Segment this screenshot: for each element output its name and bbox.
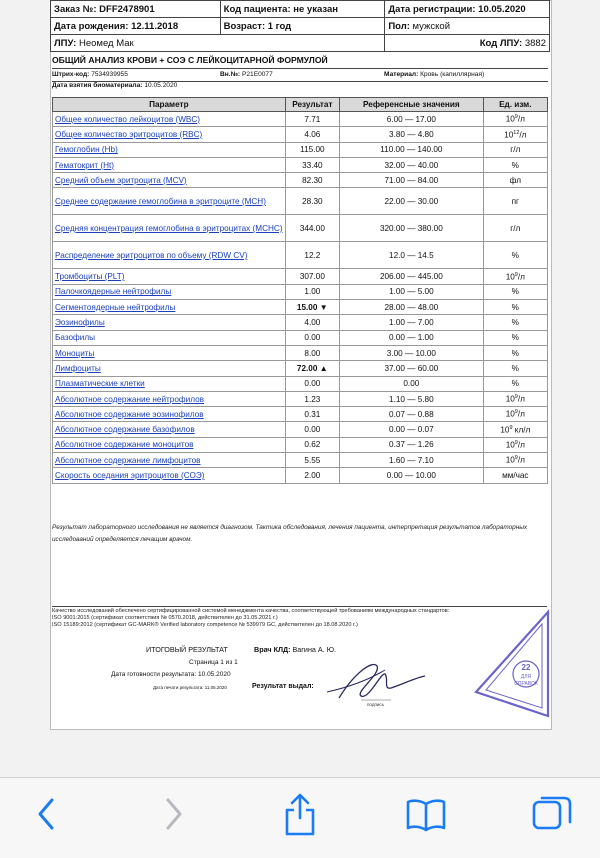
unit: % xyxy=(483,284,547,299)
table-row xyxy=(53,345,548,360)
disclaimer-note: Результат лабораторного исследования не является диагнозом. Тактика обследования, лечения пациента, интерпретация результатов лабораторных исследований определяется лечащим врачом. xyxy=(52,524,528,543)
result-value: 33.40 xyxy=(285,157,339,172)
param-name[interactable]: Эозинофилы xyxy=(53,315,286,330)
param-name[interactable]: Абсолютное содержание лимфоцитов xyxy=(53,453,286,468)
result-value: 1.23 xyxy=(285,391,339,406)
table-row xyxy=(53,188,548,215)
unit: $10^9$ кл/л xyxy=(483,422,547,437)
table-row xyxy=(53,242,548,269)
result-value: 0.00 xyxy=(285,376,339,391)
param-name[interactable]: Абсолютное содержание базофилов xyxy=(53,422,286,437)
table-row xyxy=(53,157,548,172)
param-name[interactable]: Палочкоядерные нейтрофилы xyxy=(53,284,286,299)
param-name[interactable]: Моноциты xyxy=(53,345,286,360)
param-name[interactable]: Общее количество лейкоцитов (WBC) xyxy=(53,112,286,127)
table-row xyxy=(53,142,548,157)
param-name[interactable]: Сегментоядерные нейтрофилы xyxy=(53,300,286,315)
forward-button[interactable] xyxy=(150,792,194,836)
unit: $10^9/л$ xyxy=(483,453,547,468)
sex-cell: Пол: мужской xyxy=(385,18,550,35)
unit: % xyxy=(483,345,547,360)
birth-cell: Дата рождения: 12.11.2018 xyxy=(51,18,221,35)
lpu-cell: ЛПУ: Неомед Мак xyxy=(51,35,385,52)
reference-range: 37.00 — 60.00 xyxy=(340,361,484,376)
result-value: 4.06 xyxy=(285,127,339,142)
table-row xyxy=(53,437,548,452)
age-cell: Возраст: 1 год xyxy=(220,18,385,35)
table-row xyxy=(53,127,548,142)
bookmarks-button[interactable] xyxy=(404,792,448,836)
result-value: 28.30 xyxy=(285,188,339,215)
table-row xyxy=(53,315,548,330)
analysis-title: ОБЩИЙ АНАЛИЗ КРОВИ + СОЭ С ЛЕЙКОЦИТАРНОЙ ФОРМУЛОЙ xyxy=(52,55,328,65)
param-name[interactable]: Лимфоциты xyxy=(53,361,286,376)
ready-date: Дата готовности результата: 10.05.2020 xyxy=(111,671,231,678)
result-value: 5.55 xyxy=(285,453,339,468)
unit: г/л xyxy=(483,142,547,157)
unit: $10^9/л$ xyxy=(483,391,547,406)
result-value: 82.30 xyxy=(285,173,339,188)
quality-line: Качество исследований обеспечено сертифицированной системой менеджмента качества, соответствующей требованиям международных стандартов: xyxy=(52,608,450,614)
param-name[interactable]: Гемоглобин (Hb) xyxy=(53,142,286,157)
result-value: 8.00 xyxy=(285,345,339,360)
svg-text:ДЛЯ: ДЛЯ xyxy=(520,674,532,680)
stamp xyxy=(472,608,552,720)
unit: пг xyxy=(483,188,547,215)
table-row xyxy=(53,407,548,422)
unit: % xyxy=(483,157,547,172)
reference-range: 3.00 — 10.00 xyxy=(340,345,484,360)
patient-code-cell: Код пациента: не указан xyxy=(220,1,385,18)
sample-date: Дата взятия биоматериала: 10.05.2020 xyxy=(52,82,178,89)
reference-range: 1.00 — 5.00 xyxy=(340,284,484,299)
reference-range: 71.00 — 84.00 xyxy=(340,173,484,188)
unit: % xyxy=(483,300,547,315)
param-name[interactable]: Тромбоциты (PLT) xyxy=(53,269,286,284)
svg-text:СПРАВОК: СПРАВОК xyxy=(514,681,538,687)
unit: $10^9/л$ xyxy=(483,112,547,127)
table-row xyxy=(53,112,548,127)
unit: $10^9/л$ xyxy=(483,437,547,452)
reference-range: 0.37 — 1.26 xyxy=(340,437,484,452)
result-value: 7.71 xyxy=(285,112,339,127)
col-header-param: Параметр xyxy=(53,98,286,112)
share-button[interactable] xyxy=(278,792,322,836)
reference-range: 0.00 xyxy=(340,376,484,391)
reference-range: 0.00 — 10.00 xyxy=(340,468,484,483)
result-value: 2.00 xyxy=(285,468,339,483)
signature-mark xyxy=(325,652,435,708)
table-row xyxy=(53,330,548,345)
order-cell: Заказ №: DFF2478901 xyxy=(51,1,221,18)
table-row xyxy=(53,173,548,188)
unit: г/л xyxy=(483,215,547,242)
chevron-right-icon xyxy=(150,792,194,836)
param-name[interactable]: Средняя концентрация гемоглобина в эритроцитах (MCHC) xyxy=(53,215,286,242)
table-row xyxy=(53,376,548,391)
table-row xyxy=(53,422,548,437)
lpu-code-cell: Код ЛПУ: 3882 xyxy=(385,35,550,52)
results-table xyxy=(52,97,548,484)
unit: % xyxy=(483,315,547,330)
table-row xyxy=(53,453,548,468)
result-value: 72.00 ▲ xyxy=(285,361,339,376)
result-value: 0.31 xyxy=(285,407,339,422)
result-value: 4.00 xyxy=(285,315,339,330)
table-row xyxy=(53,269,548,284)
unit: $10^9/л$ xyxy=(483,269,547,284)
doctor-line: Врач КЛД: Вагина А. Ю. xyxy=(254,645,336,654)
result-value: 344.00 xyxy=(285,215,339,242)
reference-range: 110.00 — 140.00 xyxy=(340,142,484,157)
table-row xyxy=(53,361,548,376)
reg-date-cell: Дата регистрации: 10.05.2020 xyxy=(385,1,550,18)
table-row xyxy=(53,215,548,242)
reference-range: 12.0 — 14.5 xyxy=(340,242,484,269)
unit: $10^9/л$ xyxy=(483,407,547,422)
browser-toolbar xyxy=(0,777,600,858)
result-value: 307.00 xyxy=(285,269,339,284)
param-name[interactable]: Среднее содержание гемоглобина в эритроците (MCH) xyxy=(53,188,286,215)
param-name[interactable]: Общее количество эритроцитов (RBC) xyxy=(53,127,286,142)
tabs-icon xyxy=(530,792,574,836)
result-value: 115.00 xyxy=(285,142,339,157)
unit: мм/час xyxy=(483,468,547,483)
param-name[interactable]: Скорость оседания эритроцитов (СОЭ) xyxy=(53,468,286,483)
sample-meta: Штрих-код: 7534939955 Вн.№: P21E0077 Материал: Кровь (капиллярная) xyxy=(52,68,548,82)
param-name[interactable]: Плазматические клетки xyxy=(53,376,286,391)
reference-range: 206.00 — 445.00 xyxy=(340,269,484,284)
reference-range: 1.00 — 7.00 xyxy=(340,315,484,330)
col-header-ref: Референсные значения xyxy=(340,98,484,112)
reference-range: 3.80 — 4.80 xyxy=(340,127,484,142)
param-name[interactable]: Средний объем эритроцита (MCV) xyxy=(53,173,286,188)
page-counter: Страница 1 из 1 xyxy=(189,659,238,666)
book-icon xyxy=(404,792,448,836)
result-value: 0.62 xyxy=(285,437,339,452)
col-header-result: Результат xyxy=(285,98,339,112)
reference-range: 1.10 — 5.80 xyxy=(340,391,484,406)
reference-range: 0.07 — 0.88 xyxy=(340,407,484,422)
reference-range: 320.00 — 380.00 xyxy=(340,215,484,242)
result-value: 15.00 ▼ xyxy=(285,300,339,315)
table-row xyxy=(53,391,548,406)
unit: % xyxy=(483,376,547,391)
table-row xyxy=(53,284,548,299)
result-value: 12.2 xyxy=(285,242,339,269)
reference-range: 1.60 — 7.10 xyxy=(340,453,484,468)
quality-line: ISO 9001:2015 (сертификат соответствия № 0570.2018, действителен до 31.05.2021 г.) xyxy=(52,615,278,621)
param-name[interactable]: Абсолютное содержание эозинофилов xyxy=(53,407,286,422)
share-icon xyxy=(278,792,322,836)
quality-line: ISO 15189:2012 (сертификат GC-MARK® Verified laboratory competence № 539979 GC, действителен до 18.08.2020 г.) xyxy=(52,622,358,628)
unit: $10^{12}/л$ xyxy=(483,127,547,142)
result-value: 0.00 xyxy=(285,330,339,345)
reference-range: 0.00 — 1.00 xyxy=(340,330,484,345)
back-button[interactable] xyxy=(26,792,70,836)
patient-header xyxy=(50,0,550,52)
reference-range: 28.00 — 48.00 xyxy=(340,300,484,315)
svg-text:22: 22 xyxy=(521,663,531,672)
result-value: 1.00 xyxy=(285,284,339,299)
param-name[interactable]: Распределение эритроцитов по объему (RDW CV) xyxy=(53,242,286,269)
col-header-unit: Ед. изм. xyxy=(483,98,547,112)
unit: % xyxy=(483,242,547,269)
reference-range: 32.00 — 40.00 xyxy=(340,157,484,172)
table-row xyxy=(53,468,548,483)
chevron-left-icon xyxy=(26,792,70,836)
reference-range: 0.00 — 0.07 xyxy=(340,422,484,437)
unit: фл xyxy=(483,173,547,188)
param-name[interactable]: Абсолютное содержание нейтрофилов xyxy=(53,391,286,406)
tabs-button[interactable] xyxy=(530,792,574,836)
svg-text:подпись: подпись xyxy=(367,702,385,707)
table-row xyxy=(53,300,548,315)
param-name[interactable]: Гематокрит (Ht) xyxy=(53,157,286,172)
unit: % xyxy=(483,361,547,376)
issued-label: Результат выдал: xyxy=(252,683,314,690)
print-date: Дата печати результата: 11.05.2020 xyxy=(153,685,227,690)
reference-range: 6.00 — 17.00 xyxy=(340,112,484,127)
unit: % xyxy=(483,330,547,345)
final-result-label: ИТОГОВЫЙ РЕЗУЛЬТАТ xyxy=(146,645,228,654)
reference-range: 22.00 — 30.00 xyxy=(340,188,484,215)
param-name[interactable]: Абсолютное содержание моноцитов xyxy=(53,437,286,452)
result-value: 0.00 xyxy=(285,422,339,437)
param-name[interactable]: Базофилы xyxy=(53,330,286,345)
